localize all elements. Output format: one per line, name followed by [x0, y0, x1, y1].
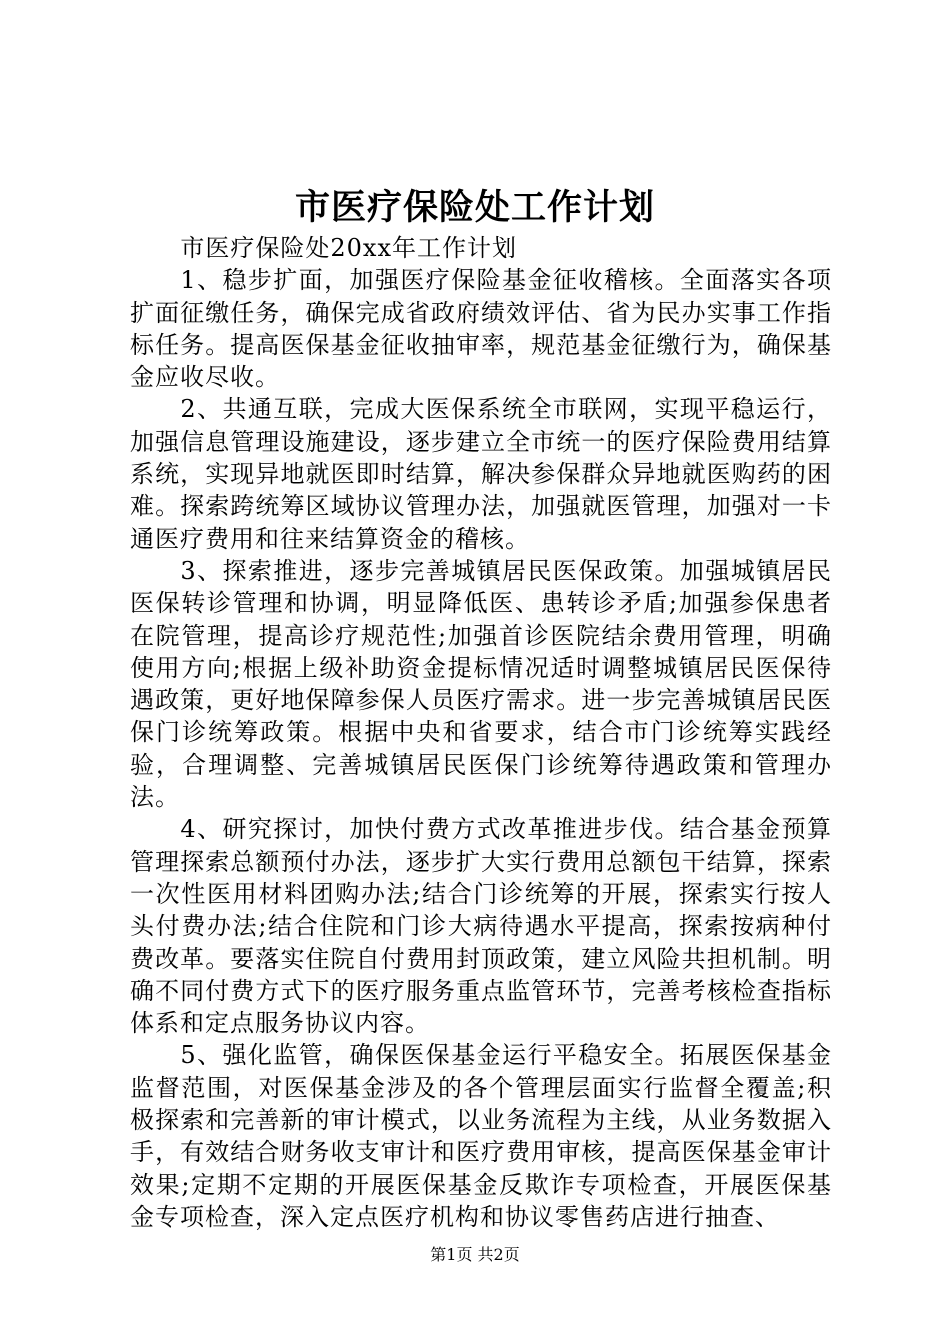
document-title: 市医疗保险处工作计划	[294, 187, 655, 228]
paragraph-4: 4、研究探讨，加快付费方式改革推进步伐。结合基金预算管理探索总额预付办法，逐步扩大实行费用总额包干结算，探索一次性医用材料团购办法;结合门诊统筹的开展，探索实行按人头付费办法;结合住院和门诊大病待遇水平提高，探索按病种付费改革。要落实住院自付费用封顶政策，建立风险共担机制。明确不同付费方式下的医疗服务重点监管环节，完善考核检查指标体系和定点服务协议内容。	[130, 815, 832, 1038]
page-number-footer: 第1页 共2页	[430, 1245, 520, 1264]
paragraph-1: 1、稳步扩面，加强医疗保险基金征收稽核。全面落实各项扩面征缴任务，确保完成省政府绩效评估、省为民办实事工作指标任务。提高医保基金征收抽审率，规范基金征缴行为，确保基金应收尽收。	[130, 266, 832, 392]
document-body	[130, 232, 832, 1233]
paragraph-3: 3、探索推进，逐步完善城镇居民医保政策。加强城镇居民医保转诊管理和协调，明显降低医、患转诊矛盾;加强参保患者在院管理，提高诊疗规范性;加强首诊医院结余费用管理，明确使用方向;根据上级补助资金提标情况适时调整城镇居民医保待遇政策，更好地保障参保人员医疗需求。进一步完善城镇居民医保门诊统筹政策。根据中央和省要求，结合市门诊统筹实践经验，合理调整、完善城镇居民医保门诊统筹待遇政策和管理办法。	[130, 556, 832, 812]
paragraph-5: 5、强化监管，确保医保基金运行平稳安全。拓展医保基金监督范围，对医保基金涉及的各个管理层面实行监督全覆盖;积极探索和完善新的审计模式，以业务流程为主线，从业务数据入手，有效结合财务收支审计和医疗费用审核，提高医保基金审计效果;定期不定期的开展医保基金反欺诈专项检查，开展医保基金专项检查，深入定点医疗机构和协议零售药店进行抽查、	[130, 1041, 832, 1231]
paragraph-2: 2、共通互联，完成大医保系统全市联网，实现平稳运行，加强信息管理设施建设，逐步建立全市统一的医疗保险费用结算系统，实现异地就医即时结算，解决参保群众异地就医购药的困难。探索跨统筹区域协议管理办法，加强就医管理，加强对一卡通医疗费用和往来结算资金的稽核。	[130, 395, 832, 553]
document-subtitle: 市医疗保险处20xx年工作计划	[180, 234, 517, 262]
